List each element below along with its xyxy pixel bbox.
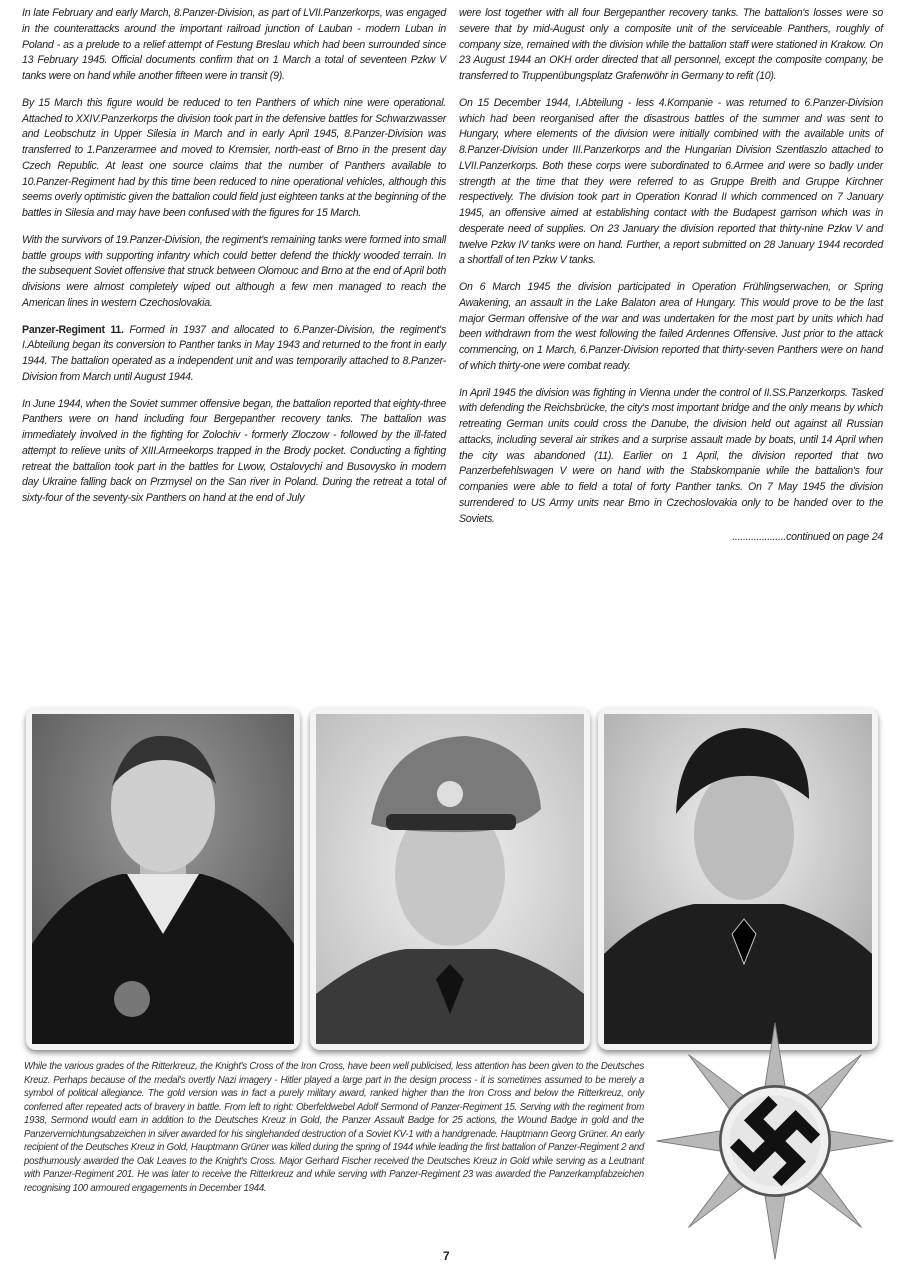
paragraph: On 15 December 1944, I.Abteilung - less 4.Kompanie - was returned to 6.Panzer-Division which had been reorganised after the disastrous battles of the summer and was sent to Hungary, where elements of the division were initially combined with the available units of 8.Panzer-Division under III.Panzerkorps and the Hungarian Division Szentlaszlo attached to LVII.Panzerkorps. Both these corps were subordinated to 6.Armee and were so badly under strength at the time that they were referred to as Gruppe Breith and Gruppe Kirchner respectively. The division took part in Operation Konrad II which commenced on 7 January 1945, an offensive aimed at establishing contact with the Budapest garrison which was in desperate need of supplies. On 23 January the division reported that thirty-nine Pzkw V and twelve Pzkw IV tanks were on hand. Further, a report submitted on 28 January 1944 recorded a shortfall of ten Pzkw V tanks. [459,96,883,267]
paragraph: On 6 March 1945 the division participated in Operation Frühlingserwachen, or Spring Awakening, an assault in the Lake Balaton area of Hungary. This would prove to be the last major German offensive of the war and was undertaken for the most part by units which had been withdrawn from the west following the failed Ardennes Offensive. Just prior to the attack commencing, on 1 March, 6.Panzer-Division reported that thirty-seven Panthers were on hand of which thirty-one were combat ready. [459,281,883,372]
paragraph: In late February and early March, 8.Panzer-Division, as part of LVII.Panzerkorps, was engaged in the counterattacks around the important railroad junction of Lauban - modern Luban in Poland - as a prelude to a relief attempt of Festung Breslau which had been surrounded since 13 February 1945. Official documents confirm that on 1 March a total of seventeen Pzkw V tanks were on hand while another fifteen were in transit (9). [22,7,446,82]
paragraph: In April 1945 the division was fighting in Vienna under the control of II.SS.Panzerkorps. Tasked with defending the Reichsbrücke, the city's most important bridge and the only means by which retreating German units could cross the Danube, the division held out against all Russian attacks, including several air strikes and a surprise assault made by boats, until 14 April when the city was abandoned (11). Earlier on 1 April, the division reported that two Panzerbefehlswagen V were on hand with the Stabskompanie while the battalion's four companies were able to field a total of forty Panther tanks. On 7 May 1945 the division surrendered to US Army units near Brno in Czechoslovakia only to be handed over to the Soviets. [459,386,883,525]
photo-fischer [598,708,878,1050]
photo-caption: While the various grades of the Ritterkreuz, the Knight's Cross of the Iron Cross, have been well publicised, less attention has been given to the Deutsches Kreuz. Perhaps because of the medal's overtly Nazi imagery - Hitler played a large part in the design process - it is sometimes assumed to be merely a symbol of political allegiance. The gold version was in fact a purely military award, ranked higher than the Iron Cross and below the Ritterkreuz, only conferred after repeated acts of bravery in battle. From left to right: Oberfeldwebel Adolf Sermond of Panzer-Regiment 15. Serving with the regiment from 1938, Sermond would earn in addition to the Deutsches Kreuz in Gold, the Panzer Assault Badge for 25 actions, the Wound Badge in gold and the Panzervernichtungsabzeichen in silver awarded for his singlehanded destruction of a Soviet KV-1 with a handgrenade. Hauptmann Georg Grüner. An early recipient of the Deutsches Kreuz in Gold, Hauptmann Grüner was killed during the spring of 1944 while leading the first battalion of Panzer-Regiment 2 and posthumously awarded the Oak Leaves to the Knight's Cross. Major Gerhard Fischer received the Deutsches Kreuz in Gold while serving as a Leutnant with Panzer-Regiment 201. He was later to receive the Ritterkreuz and while serving with Panzer-Regiment 23 was awarded the Panzerkampfabzeichen recognising 100 armoured engagements in December 1944. [24,1061,644,1194]
paragraph: were lost together with all four Bergepanther recovery tanks. The battalion's losses were so severe that by mid-August only a composite unit of the serviceable Panthers, roughly of company size, remained with the division while the battalion staff were stationed in Krakow. On 23 August 1944 an OKH order directed that all personnel, except the composite company, be transferred to Truppenübungsplatz Grafenwöhr in Germany to refit (10). [459,7,883,82]
photo-gruner [310,708,590,1050]
page-number: 7 [443,1249,450,1263]
deutsches-kreuz-medal [652,1018,898,1264]
paragraph: With the survivors of 19.Panzer-Division, the regiment's remaining tanks were formed into small battle groups with supporting infantry which could better defend the thickly wooded terrain. In the subsequent Soviet offensive that struck between Olomouc and Brno at the end of April both divisions were almost completely wiped out although a few men managed to reach the American lines in western Czechoslovakia. [22,233,446,309]
left-column [22,6,446,518]
photo-sermond [26,708,300,1050]
section-text: Formed in 1937 and allocated to 6.Panzer-Division, the regiment's I.Abteilung began its conversion to Panther tanks in May 1943 and returned to the front in early 1944. The battalion operated as a independent unit and was temporarily attached to 8.Panzer-Division from March until August 1944. [22,323,447,383]
paragraph: By 15 March this figure would be reduced to ten Panthers of which nine were operational. Attached to XXIV.Panzerkorps the division took part in the defensive battles for Schwarzwasser and Leobschutz in Upper Silesia in March and in early April 1945, 8.Panzer-Division was transferred to 1.Panzerarmee and moved to Kremsier, north-east of Brno in the present day Czech Republic. At least one source claims that the number of Panthers available to 10.Panzer-Regiment had by this time been reduced to nine operational vehicles, although this seems overly optimistic given the battalion could field just eighteen tanks at the beginning of the battles in Silesia and may have been confused with the figures for 15 March. [22,96,446,219]
section-paragraph [22,323,446,386]
paragraph: In June 1944, when the Soviet summer offensive began, the battalion reported that eighty-three Panthers were on hand including four Bergepanther recovery tanks. The battalion was immediately involved in the fighting for Zolochiv - formerly Zloczow - followed by the ill-fated attempt to relieve units of XIII.Armeekorps trapped in the Brody pocket. Conducting a fighting retreat the battalion took part in the battles for Lwow, Ostalovychi and Busovysko in modern day Ukraine falling back on Przmysel on the San river in Poland. During the retreat a total of sixty-four of the seventy-six Panthers on hand at the end of July [22,397,446,504]
continued-note: ....................continued on page 24 [732,531,883,544]
right-column [459,6,883,557]
section-heading: Panzer-Regiment 11. [22,323,124,336]
